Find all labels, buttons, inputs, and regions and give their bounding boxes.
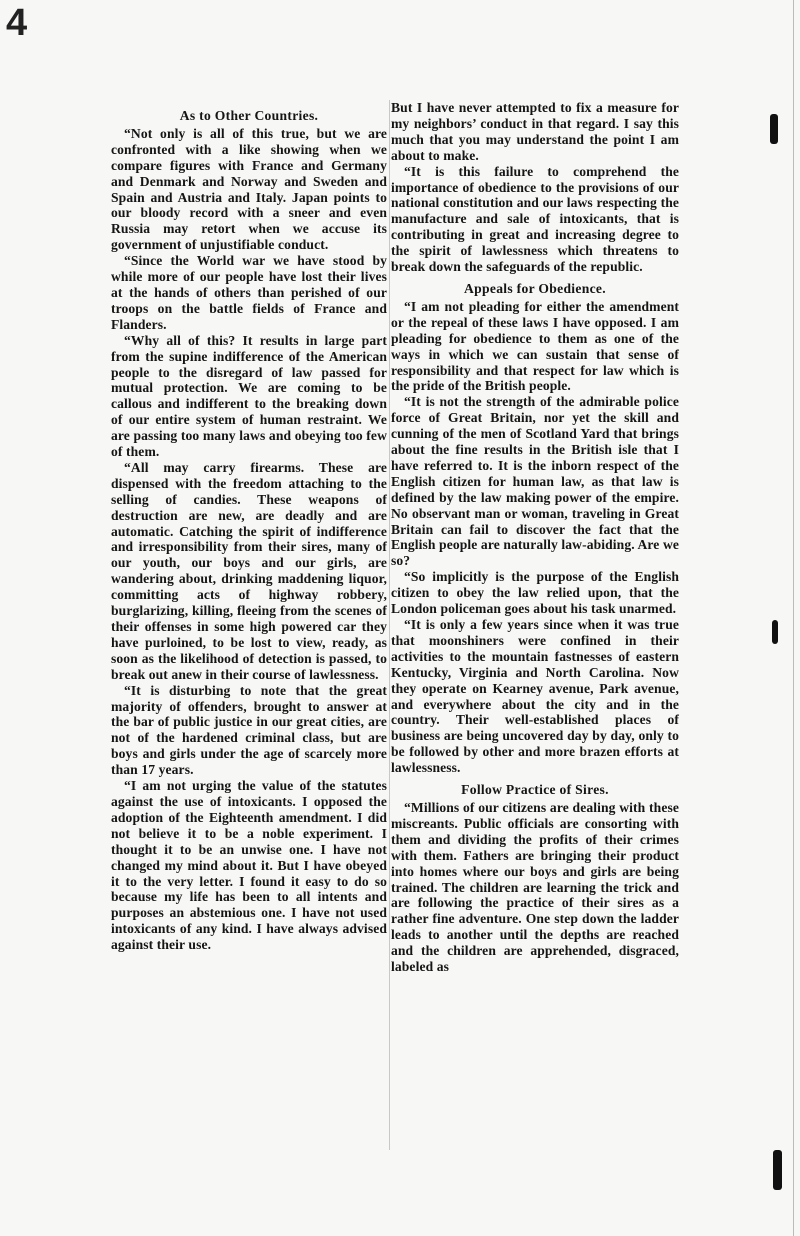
paragraph: But I have never attempted to fix a measure for my neighbors’ conduct in that regard. I say this much that you may understand the point I am about to make. bbox=[391, 100, 679, 163]
right-column bbox=[391, 100, 679, 975]
page-edge bbox=[793, 0, 794, 1236]
section-heading-appeals-for-obedience: Appeals for Obedience. bbox=[464, 280, 606, 296]
binding-mark bbox=[770, 114, 778, 144]
paragraph: “Since the World war we have stood by while more of our people have lost their lives at the hands of others than perished of our troops on the battle fields of France and Flanders. bbox=[111, 253, 387, 332]
left-column bbox=[111, 100, 387, 953]
paragraph: “Not only is all of this true, but we are confronted with a like showing when we compare figures with France and Germany and Denmark and Norway and Sweden and Spain and Austria and Italy. Japan points to our bloody record with a sneer and even Russia may retort when we accuse its government of unjustifiable conduct. bbox=[111, 125, 387, 253]
paragraph: “It is this failure to comprehend the importance of obedience to the provisions of our national constitution and our laws respecting the manufacture and sale of intoxicants, that is contributing in great and increasing degree to the spirit of lawlessness which threatens to break down the safeguards of the republic. bbox=[391, 163, 679, 275]
section-heading-other-countries: As to Other Countries. bbox=[179, 108, 319, 123]
binding-mark bbox=[773, 1150, 782, 1190]
paragraph: “It is not the strength of the admirable police force of Great Britain, nor yet the skill and cunning of the men of Scotland Yard that brings about the fine results in the British isle that I have referred to. It is the inborn respect of the English citizen for human law, as that law is defined by the law making power of the empire. No observant man or woman, traveling in Great Britain can fail to discover the fact that the English people are naturally law-abiding. Are we so? bbox=[391, 394, 679, 569]
page-number: 4 bbox=[6, 2, 28, 44]
column-divider bbox=[389, 100, 390, 1150]
binding-mark bbox=[772, 620, 778, 644]
paragraph: “So implicitly is the purpose of the English citizen to obey the law relied upon, that the London policeman goes about his task unarmed. bbox=[391, 569, 679, 617]
paragraph: “It is only a few years since when it was true that moonshiners were confined in their activities to the mountain fastnesses of eastern Kentucky, Virginia and North Carolina. Now they operate on Kearney avenue, Park avenue, and everywhere about the city and in the country. Their well-established places of business are being uncovered day by day, only to be followed by other and more brazen efforts at lawlessness. bbox=[391, 617, 679, 776]
paragraph: “Why all of this? It results in large part from the supine indifference of the American people to the disregard of law passed for mutual protection. We are coming to be callous and indifferent to the breaking down of our entire system of human restraint. We are passing too many laws and obeying too few of them. bbox=[111, 332, 387, 460]
paragraph: “Millions of our citizens are dealing with these miscreants. Public officials are consorting with them and dividing the profits of their crimes with them. Fathers are bringing their product into homes where our boys and girls are being trained. The children are learning the trick and are following the practice of their sires as a rather fine adventure. One step down the ladder leads to another until the depths are reached and the children are apprehended, disgraced, labeled as bbox=[391, 799, 679, 975]
paragraph: “All may carry firearms. These are dispensed with the freedom attaching to the selling of candies. These weapons of destruction are new, are deadly and are automatic. Catching the spirit of indifference and irresponsibility from their sires, many of our youth, our boys and our girls, are wandering about, drinking maddening liquor, committing acts of highway robbery, burglarizing, killing, fleeing from the scenes of their offenses in some high powered car they have purloined, to be lost to view, ready, as soon as the likelihood of detection is passed, to break out anew in their course of lawlessness. bbox=[111, 459, 387, 682]
section-heading-follow-practice-of-sires: Follow Practice of Sires. bbox=[461, 782, 609, 798]
paragraph: “I am not urging the value of the statutes against the use of intoxicants. I opposed the adoption of the Eighteenth amendment. I did not believe it to be a noble experiment. I thought it to be an unwise one. I have not changed my mind about it. But I have obeyed it to the very letter. I found it easy to do so because my life has been to all intents and purposes an abstemious one. I have not used intoxicants of any kind. I have always advised against their use. bbox=[111, 778, 387, 953]
paragraph: “I am not pleading for either the amendment or the repeal of these laws I have opposed. I am pleading for obedience to them as one of the ways in which we can sustain that sense of responsibility and that respect for law which is the pride of the British people. bbox=[391, 298, 679, 394]
paragraph: “It is disturbing to note that the great majority of offenders, brought to answer at the bar of public justice in our great cities, are not of the hardened criminal class, but are boys and girls under the age of scarcely more than 17 years. bbox=[111, 682, 387, 778]
